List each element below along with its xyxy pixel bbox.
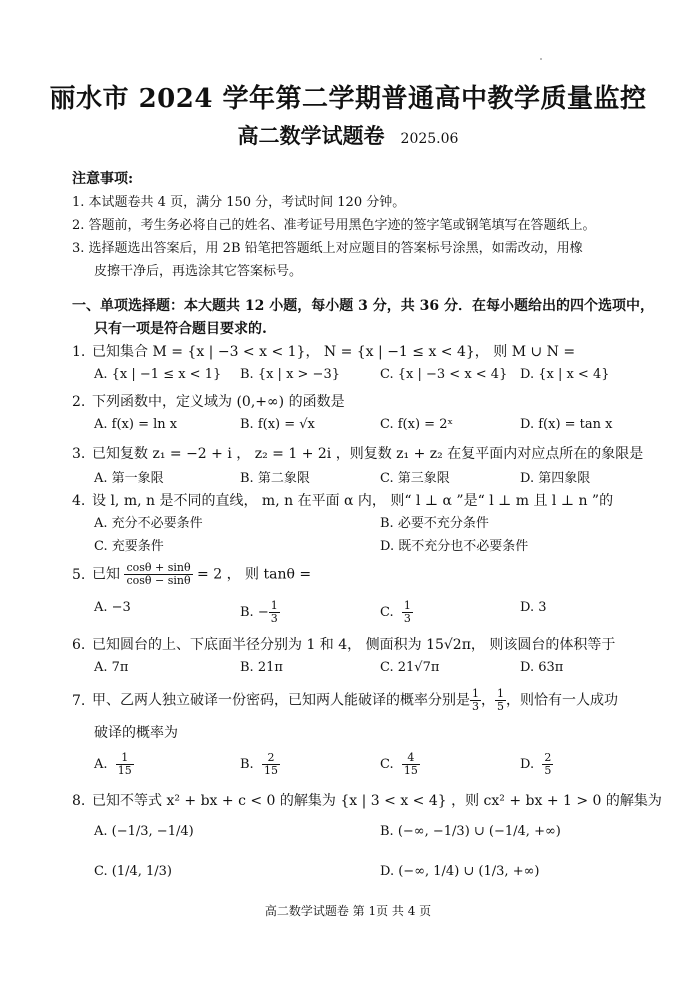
notice-item-1: 1. 本试题卷共 4 页，满分 150 分，考试时间 120 分钟。: [72, 195, 406, 210]
option-d: D. 第四象限: [520, 471, 591, 486]
question-8-options-row2: [94, 864, 654, 884]
option-a: A. 充分不必要条件: [94, 516, 203, 531]
option-d: D. 既不充分也不必要条件: [380, 539, 529, 554]
question-text: 已知复数 z₁ = −2 + i ， z₂ = 1 + 2i ，则复数 z₁ + z₂ 在复平面内对应点所在的象限是: [92, 446, 644, 462]
fraction-numerator: 1: [403, 599, 411, 612]
question-text: 已知圆台的上、下底面半径分别为 1 和 4， 侧面积为 15√2π， 则该圆台的体积等于: [92, 637, 616, 653]
question-7: 7. 甲、乙两人独立破译一份密码，已知两人能破译的概率分别是 $\frac{1}{3}$ ， $\frac{1}{5}$ ，则恰有一人成功: [72, 687, 618, 713]
fraction: [542, 752, 553, 777]
question-number: 2.: [72, 394, 86, 410]
section-heading: 一、单项选择题：本大题共 12 小题，每小题 3 分，共 36 分．在每小题给出的四个选项中，: [72, 298, 654, 314]
option-a: A. f(x) = ln x: [94, 417, 178, 432]
option-c: C. 第三象限: [380, 471, 450, 486]
option-c: C. (1/4, 1/3): [94, 864, 172, 879]
fraction-denominator: 3: [270, 612, 278, 625]
question-4-options-row1: [94, 512, 654, 532]
option-b: B. f(x) = √x: [240, 417, 315, 432]
fraction: [470, 688, 481, 713]
question-8: [72, 790, 662, 810]
option-label: B.: [240, 757, 254, 772]
fraction: [116, 752, 134, 777]
option-a: A. (−1/3, −1/4): [94, 824, 194, 839]
question-2-options: [94, 417, 654, 437]
fraction-numerator: 4: [402, 752, 420, 765]
option-c: C. {x | −3 < x < 4}: [380, 367, 508, 382]
scan-dot: [540, 58, 542, 60]
notice-item-2: 2. 答题前，考生务必将自己的姓名、准考证号用黑色字迹的签字笔或钢笔填写在答题纸上。: [72, 218, 596, 233]
fraction-denominator: 15: [117, 764, 132, 777]
fraction-denominator: cosθ − sinθ: [126, 574, 191, 587]
question-number: 1.: [72, 344, 86, 360]
question-text: 设 l, m, n 是不同的直线， m, n 在平面 α 内， 则“ l ⊥ α ”是“ l ⊥ m 且 l ⊥ n ”的: [92, 493, 614, 509]
fraction-denominator: 3: [403, 612, 411, 625]
question-text: 下列函数中，定义域为 (0,+∞) 的函数是: [92, 394, 345, 410]
option-c: C. f(x) = 2ˣ: [380, 417, 453, 432]
fraction-denominator: 15: [403, 764, 418, 777]
fraction-numerator: 1: [116, 752, 134, 765]
fraction: [402, 600, 413, 625]
option-label: C.: [380, 757, 394, 772]
option-label: D.: [520, 757, 535, 772]
option-a: A. {x | −1 ≤ x < 1}: [94, 367, 222, 382]
option-d: [520, 752, 553, 777]
notice-heading: 注意事项:: [72, 171, 134, 187]
option-a: A. 第一象限: [94, 471, 164, 486]
question-7-options: [94, 752, 654, 782]
option-b: [240, 752, 280, 777]
option-b: B. {x | x > −3}: [240, 367, 340, 382]
question-number: 4.: [72, 493, 86, 509]
question-text: 已知集合 M = {x | −3 < x < 1}， N = {x | −1 ≤ x < 4}， 则 M ∪ N =: [92, 344, 576, 360]
option-b: B. 21π: [240, 660, 283, 675]
question-6-options: [94, 660, 654, 680]
fraction: [262, 752, 280, 777]
option-b: B. 必要不充分条件: [380, 516, 489, 531]
option-label: C.: [380, 605, 394, 620]
question-3-options: [94, 467, 654, 487]
notice-item-3: 3. 选择题选出答案后，用 2B 铅笔把答题纸上对应题目的答案标号涂黑，如需改动，用橡: [72, 241, 583, 256]
question-6: [72, 634, 615, 654]
question-number: 3.: [72, 446, 86, 462]
fraction-numerator: cosθ + sinθ: [126, 561, 191, 574]
fraction: [495, 688, 506, 713]
fraction: [124, 562, 192, 587]
option-c: C. 充要条件: [94, 539, 164, 554]
question-number: 7.: [72, 692, 86, 709]
option-d: D. f(x) = tan x: [520, 417, 613, 432]
fraction-denominator: 3: [472, 700, 479, 713]
question-text-pre: 甲、乙两人独立破译一份密码，已知两人能破译的概率分别是: [92, 692, 470, 709]
fraction-denominator: 5: [544, 764, 552, 777]
question-5: [72, 562, 311, 587]
question-5-options: [94, 599, 654, 625]
page-subtitle: [0, 120, 696, 150]
question-text: 已知不等式 x² + bx + c < 0 的解集为 {x | 3 < x < 4} ，则 cx² + bx + 1 > 0 的解集为: [92, 793, 662, 809]
option-a: [94, 752, 134, 777]
option-d: D. {x | x < 4}: [520, 367, 610, 382]
fraction-numerator: 2: [544, 751, 552, 764]
fraction: [269, 600, 280, 625]
question-1: [72, 341, 575, 361]
option-c: C. 21√7π: [380, 660, 440, 675]
question-8-options-row1: [94, 824, 654, 844]
page-title: 丽水市 2024 学年第二学期普通高中教学质量监控: [49, 84, 647, 114]
fraction-denominator: 5: [497, 700, 504, 713]
option-d: D. (−∞, 1/4) ∪ (1/3, +∞): [380, 864, 540, 879]
exam-date: 2025.06: [400, 131, 459, 147]
question-4: [72, 490, 613, 510]
question-4-options-row2: [94, 535, 654, 555]
question-text-pre: 已知: [92, 566, 120, 583]
option-a: A. 7π: [94, 660, 129, 675]
option-a: A. −3: [94, 600, 131, 615]
question-2: [72, 391, 345, 411]
question-number: 6.: [72, 637, 86, 653]
option-b: [240, 600, 280, 625]
question-number: 8.: [72, 793, 86, 809]
option-d: D. 3: [520, 600, 547, 615]
option-b: B. 第二象限: [240, 471, 310, 486]
option-label: A.: [94, 757, 108, 772]
option-d: D. 63π: [520, 660, 564, 675]
question-3: [72, 443, 643, 463]
fraction-numerator: 1: [472, 687, 479, 700]
fraction: [402, 752, 420, 777]
page-footer: 高二数学试题卷 第 1页 共 4 页: [264, 904, 432, 918]
question-number: 5.: [72, 566, 86, 583]
question-7-line2: 破译的概率为: [94, 725, 178, 741]
fraction-numerator: 2: [262, 752, 280, 765]
option-c: [380, 600, 413, 625]
option-label: B. −: [240, 605, 269, 620]
question-text-post: = 2 ， 则 tanθ =: [197, 566, 312, 583]
fraction-numerator: 1: [270, 599, 278, 612]
question-text-post: ，则恰有一人成功: [506, 692, 618, 709]
question-1-options: [94, 367, 654, 387]
fraction-denominator: 15: [263, 764, 278, 777]
fraction-numerator: 1: [497, 687, 504, 700]
option-b: B. (−∞, −1/3) ∪ (−1/4, +∞): [380, 824, 561, 839]
option-c: [380, 752, 420, 777]
notice-item-3-cont: 皮擦干净后，再选涂其它答案标号。: [94, 264, 303, 279]
subtitle-text: 高二数学试题卷: [237, 123, 385, 148]
section-heading-cont: 只有一项是符合题目要求的.: [94, 321, 267, 337]
